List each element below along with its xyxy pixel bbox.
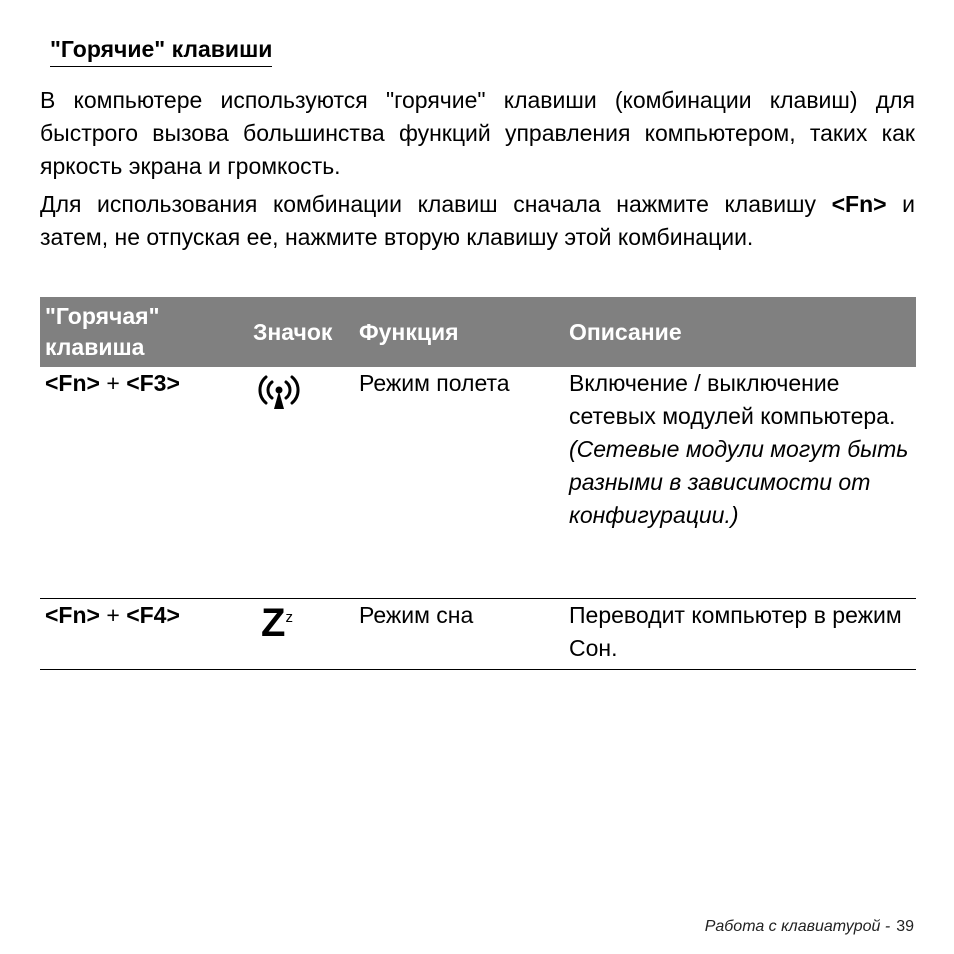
footer-section-title: Работа с клавиатурой - <box>704 918 891 935</box>
description-text: Включение / выключение сетевых модулей компьютера. <box>569 370 896 429</box>
fn-key-label: <Fn> <box>831 191 887 217</box>
description-cell: Переводит компьютер в режим Сон. <box>564 599 916 670</box>
description-note: (Сетевые модули могут быть разными в зависимости от конфигурации.) <box>569 436 909 528</box>
plus-sign: + <box>99 602 127 628</box>
function-cell: Режим полета <box>354 367 564 599</box>
sleep-zz-icon <box>253 599 349 645</box>
table-row <box>40 599 916 670</box>
key2-label: <F4> <box>126 602 180 628</box>
header-description: Описание <box>564 297 916 367</box>
wireless-antenna-icon <box>253 367 349 422</box>
function-cell: Режим сна <box>354 599 564 670</box>
header-function: Функция <box>354 297 564 367</box>
plus-sign: + <box>99 370 127 396</box>
hotkey-cell <box>40 367 248 599</box>
icon-cell <box>248 367 354 599</box>
hotkey-cell <box>40 599 248 670</box>
usage-text-after: и затем, не отпуская ее, нажмите вторую клавишу этой комбинации. <box>40 191 915 250</box>
header-icon: Значок <box>248 297 354 367</box>
section-heading: "Горячие" клавиши <box>50 34 272 67</box>
usage-paragraph <box>40 188 915 254</box>
sleep-icon-big-z: Z <box>261 601 286 645</box>
description-cell <box>564 367 916 599</box>
header-hotkey: "Горячая" клавиша <box>40 297 248 367</box>
page-number: 39 <box>896 918 914 935</box>
intro-paragraph: В компьютере используются "горячие" клавиши (комбинации клавиш) для быстрого вызова большинства функций управления компьютером, таких как яркость экрана и громкость. <box>40 87 915 179</box>
page-footer <box>705 918 914 936</box>
icon-cell <box>248 599 354 670</box>
usage-text-before: Для использования комбинации клавиш сначала нажмите клавишу <box>40 191 832 217</box>
key2-label: <F3> <box>126 370 180 396</box>
table-row <box>40 367 916 599</box>
table-header-row <box>40 297 916 367</box>
hotkeys-table <box>40 297 916 670</box>
key1-label: <Fn> <box>45 602 100 628</box>
sleep-icon-small-z: z <box>285 609 293 626</box>
key1-label: <Fn> <box>45 370 100 396</box>
